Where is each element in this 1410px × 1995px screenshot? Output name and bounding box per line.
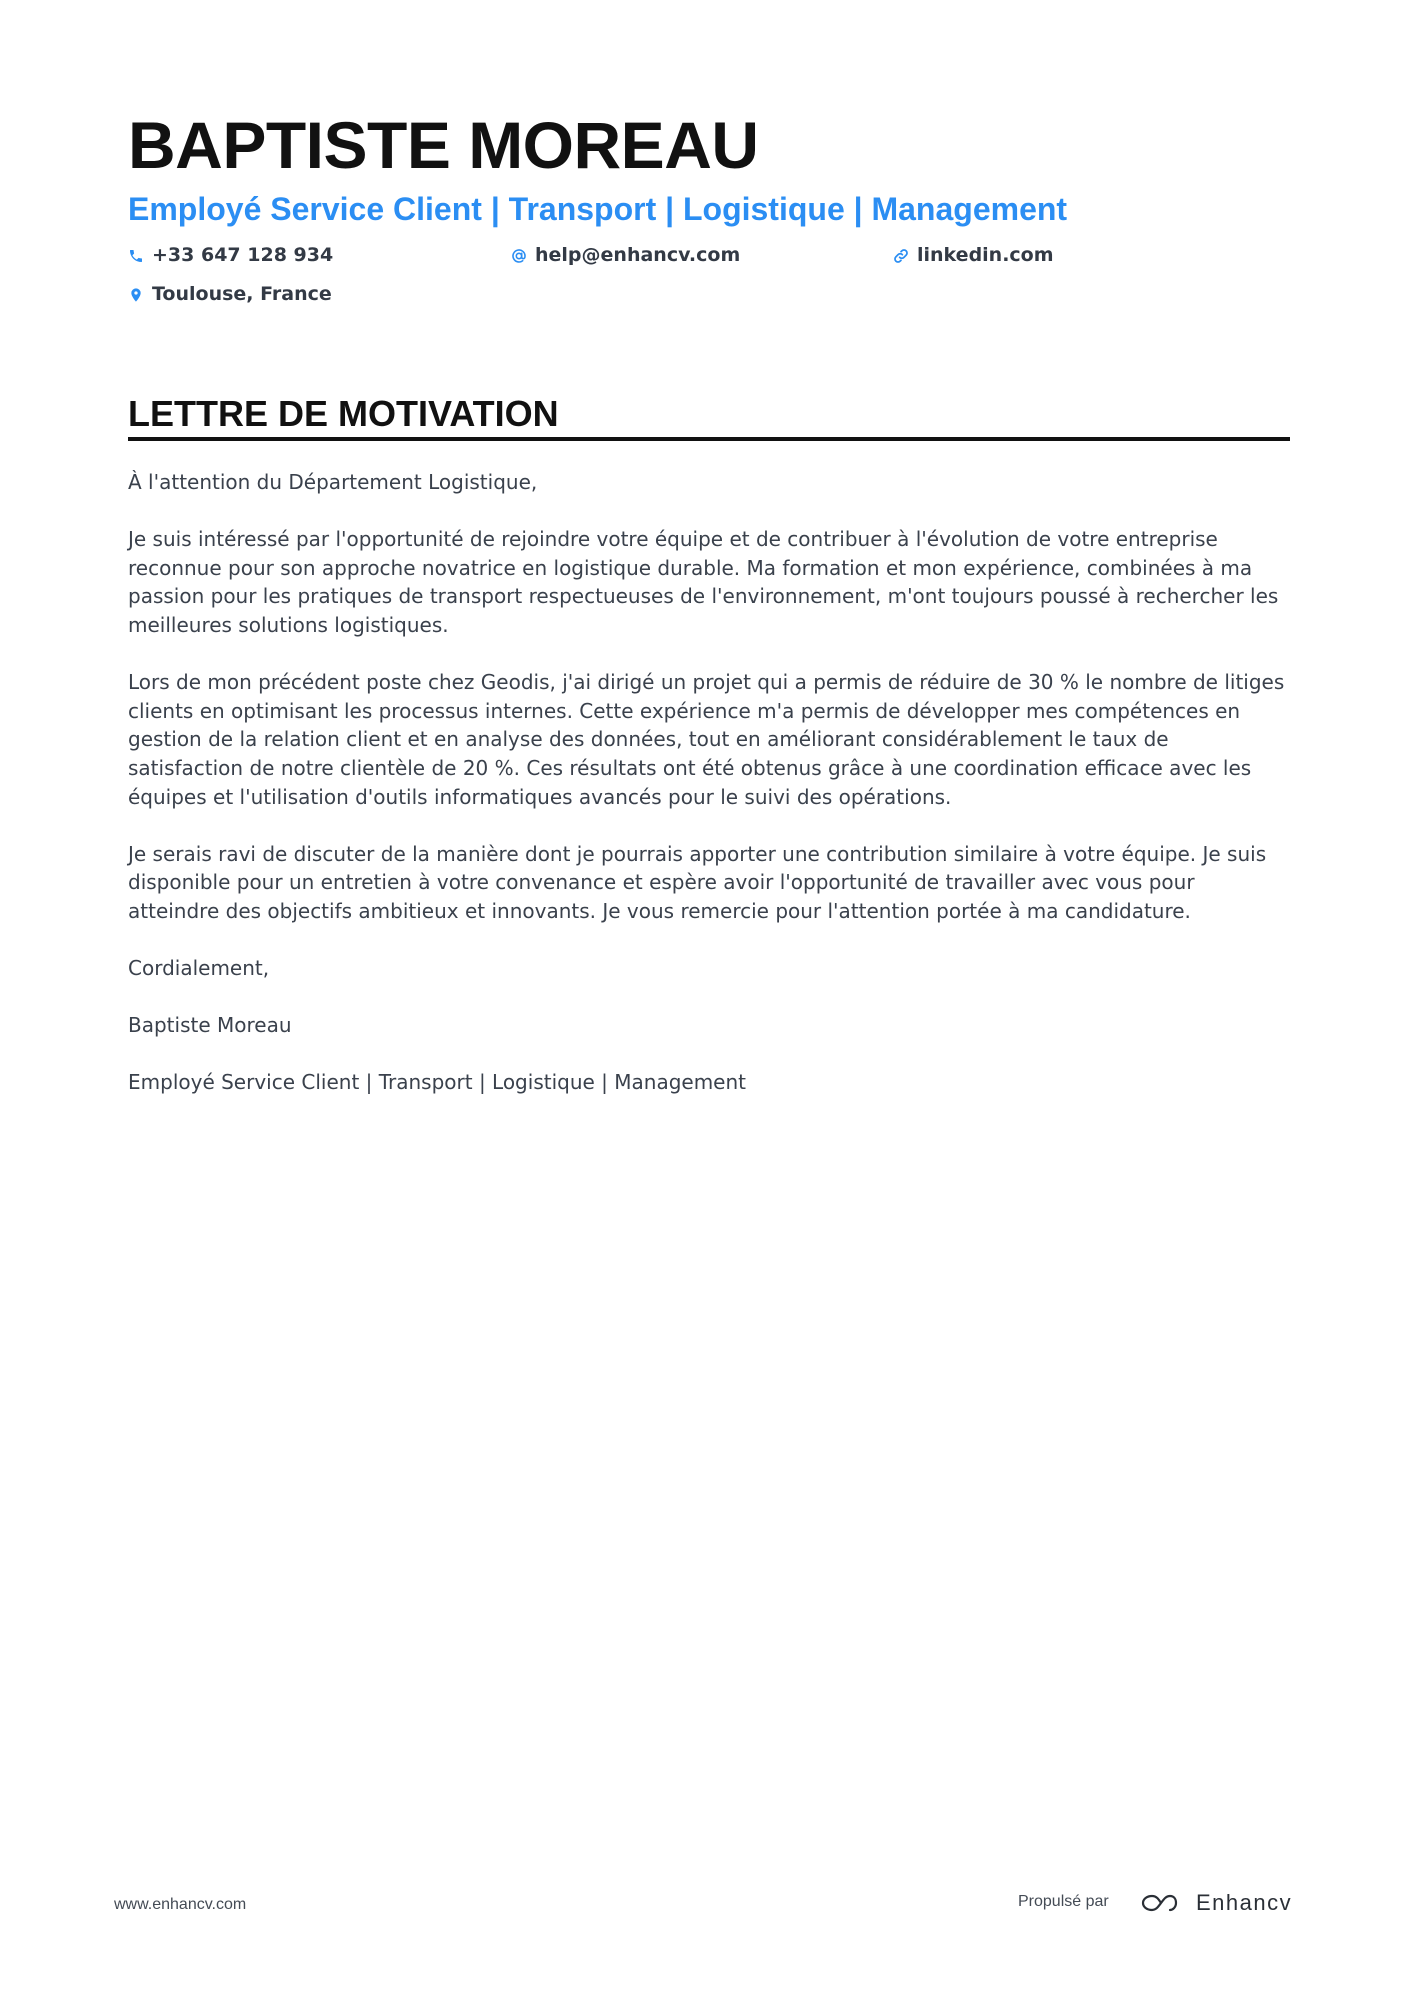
section-title: LETTRE DE MOTIVATION <box>128 393 559 434</box>
location-text: Toulouse, France <box>152 283 332 305</box>
letter-paragraph: Je suis intéressé par l'opportunité de rejoindre votre équipe et de contribuer à l'évolution de votre entreprise reconnue pour son approche novatrice en logistique durable. Ma formation et mon expérience, combinées à ma passion pour les pratiques de transport respectueuses de l'environnement, m'ont toujours poussé à rechercher les meilleures solutions logistiques. <box>128 527 1279 637</box>
section-divider <box>128 437 1290 441</box>
contact-email[interactable] <box>511 246 740 265</box>
candidate-name: BAPTISTE MOREAU <box>128 108 759 182</box>
brand-logo[interactable] <box>1138 1890 1292 1916</box>
enhancv-logo-icon <box>1138 1890 1184 1916</box>
brand-name: Enhancv <box>1196 1890 1293 1915</box>
contact-phone[interactable] <box>128 246 333 265</box>
link-icon <box>893 248 909 264</box>
map-pin-icon <box>128 287 144 303</box>
phone-icon <box>128 248 144 264</box>
signature-title: Employé Service Client | Transport | Logistique | Management <box>128 1070 747 1095</box>
signature-name: Baptiste Moreau <box>128 1013 292 1038</box>
website-text: linkedin.com <box>917 244 1054 266</box>
candidate-headline: Employé Service Client | Transport | Logistique | Management <box>128 191 1068 227</box>
letter-paragraph: Je serais ravi de discuter de la manière dont je pourrais apporter une contribution similaire à votre équipe. Je suis disponible pour un entretien à votre convenance et espère avoir l'opportunité de travailler avec vous pour atteindre des objectifs ambitieux et innovants. Je vous remercie pour l'attention portée à ma candidature. <box>128 841 1267 923</box>
contact-website[interactable] <box>893 246 1054 265</box>
at-icon <box>511 248 527 264</box>
letter-closing: Cordialement, <box>128 956 270 981</box>
letter-greeting: À l'attention du Département Logistique, <box>128 470 538 494</box>
email-text: help@enhancv.com <box>535 244 741 266</box>
letter-body <box>128 468 1290 1126</box>
footer-url[interactable]: www.enhancv.com <box>114 1896 247 1913</box>
contact-location <box>128 285 332 304</box>
letter-paragraph: Lors de mon précédent poste chez Geodis, j'ai dirigé un projet qui a permis de réduire de 30 % le nombre de litiges clients en optimisant les processus internes. Cette expérience m'a permis de développer mes compétences en gestion de la relation client et en analyse des données, tout en améliorant considérablement le taux de satisfaction de notre clientèle de 20 %. Ces résultats ont été obtenus grâce à une coordination efficace avec les équipes et l'utilisation d'outils informatiques avancés pour le suivi des opérations. <box>128 670 1285 809</box>
powered-by-label: Propulsé par <box>1018 1893 1109 1910</box>
phone-text: +33 647 128 934 <box>152 244 334 266</box>
